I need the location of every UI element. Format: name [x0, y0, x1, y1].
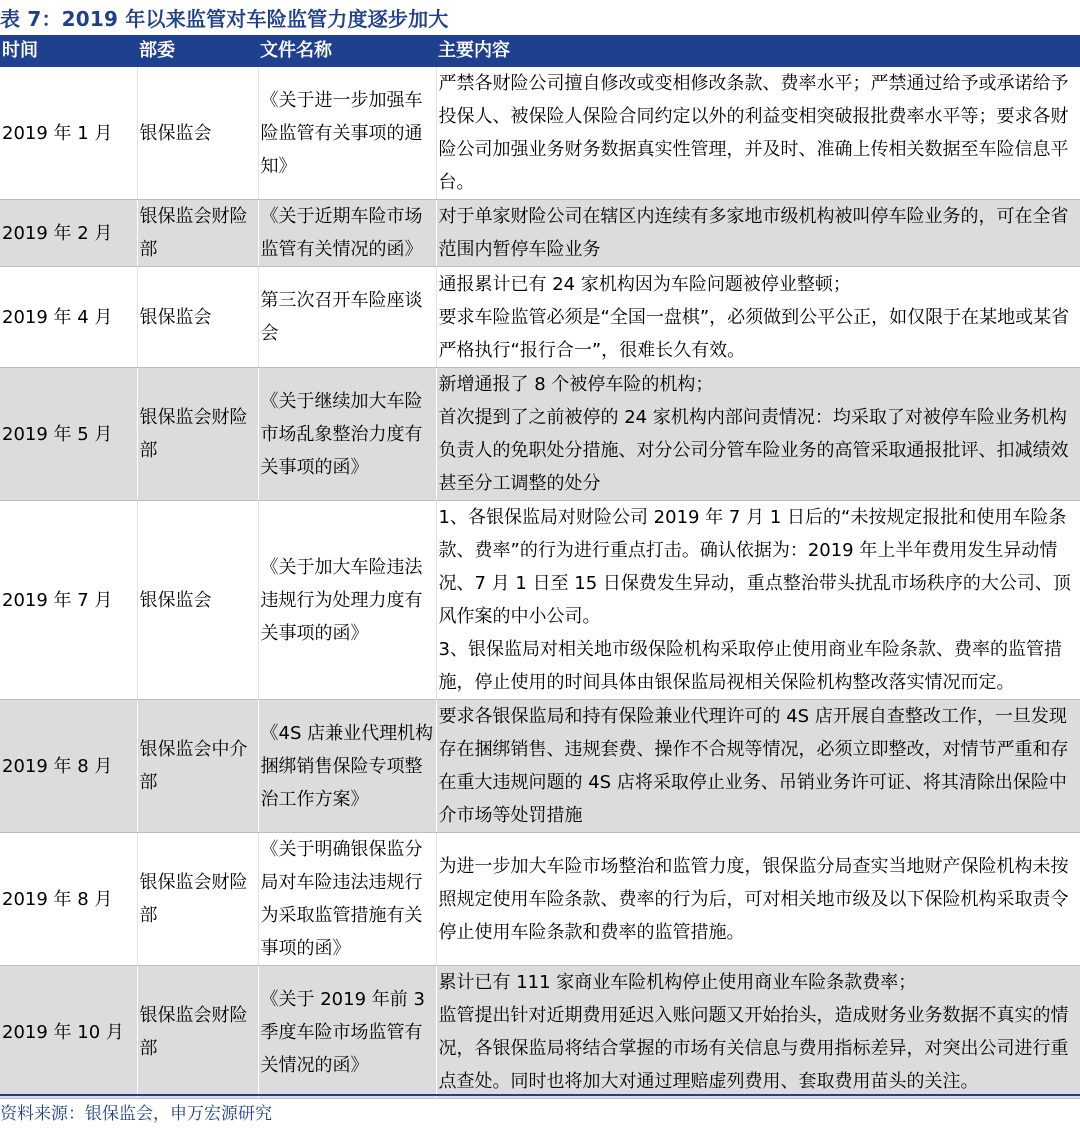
- row-department: 银保监会: [137, 501, 258, 700]
- row-document: 第三次召开车险座谈会: [258, 267, 436, 368]
- content-paragraph: 3、银保监局对相关地市级保险机构采取停止使用商业车险条款、费率的监管措施，停止使用的时间具体由银保监局视相关保险机构整改落实情况而定。: [439, 633, 1080, 699]
- row-document: 《4S 店兼业代理机构捆绑销售保险专项整治工作方案》: [258, 700, 436, 833]
- content-paragraph: 新增通报了 8 个被停车险的机构；: [439, 368, 1080, 401]
- row-date: 2019 年 7 月: [0, 501, 137, 700]
- content-paragraph: 累计已有 111 家商业车险机构停止使用商业车险条款费率；: [439, 966, 1080, 999]
- table-row: [0, 67, 1080, 200]
- content-paragraph: 为进一步加大车险市场整治和监管力度，银保监分局查实当地财产保险机构未按照规定使用车险条款、费率的行为后，可对相关地市级及以下保险机构采取责令停止使用车险条款和费率的监管措施。: [439, 850, 1080, 949]
- row-document: 《关于进一步加强车险监管有关事项的通知》: [258, 67, 436, 200]
- row-document: 《关于近期车险市场监管有关情况的函》: [258, 200, 436, 267]
- table-row: [0, 966, 1080, 1099]
- row-content: [436, 368, 1080, 501]
- row-content: [436, 501, 1080, 700]
- row-department: 银保监会: [137, 267, 258, 368]
- row-document: 《关于 2019 年前 3 季度车险市场监管有关情况的函》: [258, 966, 436, 1099]
- table-row: [0, 200, 1080, 267]
- row-document: 《关于继续加大车险市场乱象整治力度有关事项的函》: [258, 368, 436, 501]
- row-content: [436, 200, 1080, 267]
- row-department: 银保监会财险部: [137, 200, 258, 267]
- table-title: 表 7：2019 年以来监管对车险监管力度逐步加大: [0, 3, 1080, 35]
- row-content: [436, 700, 1080, 833]
- content-paragraph: 严禁各财险公司擅自修改或变相修改条款、费率水平；严禁通过给予或承诺给予投保人、被保险人保险合同约定以外的利益变相突破报批费率水平等；要求各财险公司加强业务财务数据真实性管理，并及时、准确上传相关数据至车险信息平台。: [439, 67, 1080, 199]
- content-paragraph: 对于单家财险公司在辖区内连续有多家地市级机构被叫停车险业务的，可在全省范围内暂停车险业务: [439, 200, 1080, 266]
- regulation-table: [0, 35, 1080, 1099]
- table-header-row: [0, 35, 1080, 67]
- row-department: 银保监会财险部: [137, 368, 258, 501]
- row-content: [436, 67, 1080, 200]
- row-department: 银保监会中介部: [137, 700, 258, 833]
- content-paragraph: 要求各银保监局和持有保险兼业代理许可的 4S 店开展自查整改工作，一旦发现存在捆绑销售、违规套费、操作不合规等情况，必须立即整改，对情节严重和存在重大违规问题的 4S 店将采取停止业务、吊销业务许可证、将其清除出保险中介市场等处罚措施: [439, 700, 1080, 832]
- row-date: 2019 年 4 月: [0, 267, 137, 368]
- header-date: 时间: [0, 35, 137, 67]
- table-row: [0, 267, 1080, 368]
- row-date: 2019 年 8 月: [0, 700, 137, 833]
- row-date: 2019 年 1 月: [0, 67, 137, 200]
- row-content: [436, 267, 1080, 368]
- table-row: [0, 501, 1080, 700]
- row-date: 2019 年 5 月: [0, 368, 137, 501]
- table-row: [0, 833, 1080, 966]
- row-date: 2019 年 2 月: [0, 200, 137, 267]
- row-department: 银保监会财险部: [137, 833, 258, 966]
- row-department: 银保监会: [137, 67, 258, 200]
- row-content: [436, 966, 1080, 1099]
- row-document: 《关于明确银保监分局对车险违法违规行为采取监管措施有关事项的函》: [258, 833, 436, 966]
- header-document: 文件名称: [258, 35, 436, 67]
- row-date: 2019 年 8 月: [0, 833, 137, 966]
- source-note: 资料来源：银保监会，申万宏源研究: [0, 1094, 1080, 1130]
- row-department: 银保监会财险部: [137, 966, 258, 1099]
- row-date: 2019 年 10 月: [0, 966, 137, 1099]
- content-paragraph: 1、各银保监局对财险公司 2019 年 7 月 1 日后的“未按规定报批和使用车险条款、费率”的行为进行重点打击。确认依据为：2019 年上半年费用发生异动情况、7 月 1 日至 15 日保费发生异动，重点整治带头扰乱市场秩序的大公司、顶风作案的中小公司。: [439, 501, 1080, 633]
- header-content: 主要内容: [436, 35, 1080, 67]
- content-paragraph: 通报累计已有 24 家机构因为车险问题被停业整顿；: [439, 268, 1080, 301]
- content-paragraph: 监管提出针对近期费用延迟入账问题又开始抬头，造成财务业务数据不真实的情况，各银保监局将结合掌握的市场有关信息与费用指标差异，对突出公司进行重点查处。同时也将加大对通过理赔虚列费用、套取费用苗头的关注。: [439, 999, 1080, 1098]
- content-paragraph: 首次提到了之前被停的 24 家机构内部问责情况：均采取了对被停车险业务机构负责人的免职处分措施、对分公司分管车险业务的高管采取通报批评、扣减绩效甚至分工调整的处分: [439, 401, 1080, 500]
- row-content: [436, 833, 1080, 966]
- content-paragraph: 要求车险监管必须是“全国一盘棋”，必须做到公平公正，如仅限于在某地或某省严格执行“报行合一”，很难长久有效。: [439, 301, 1080, 367]
- table-row: [0, 368, 1080, 501]
- row-document: 《关于加大车险违法违规行为处理力度有关事项的函》: [258, 501, 436, 700]
- header-department: 部委: [137, 35, 258, 67]
- table-row: [0, 700, 1080, 833]
